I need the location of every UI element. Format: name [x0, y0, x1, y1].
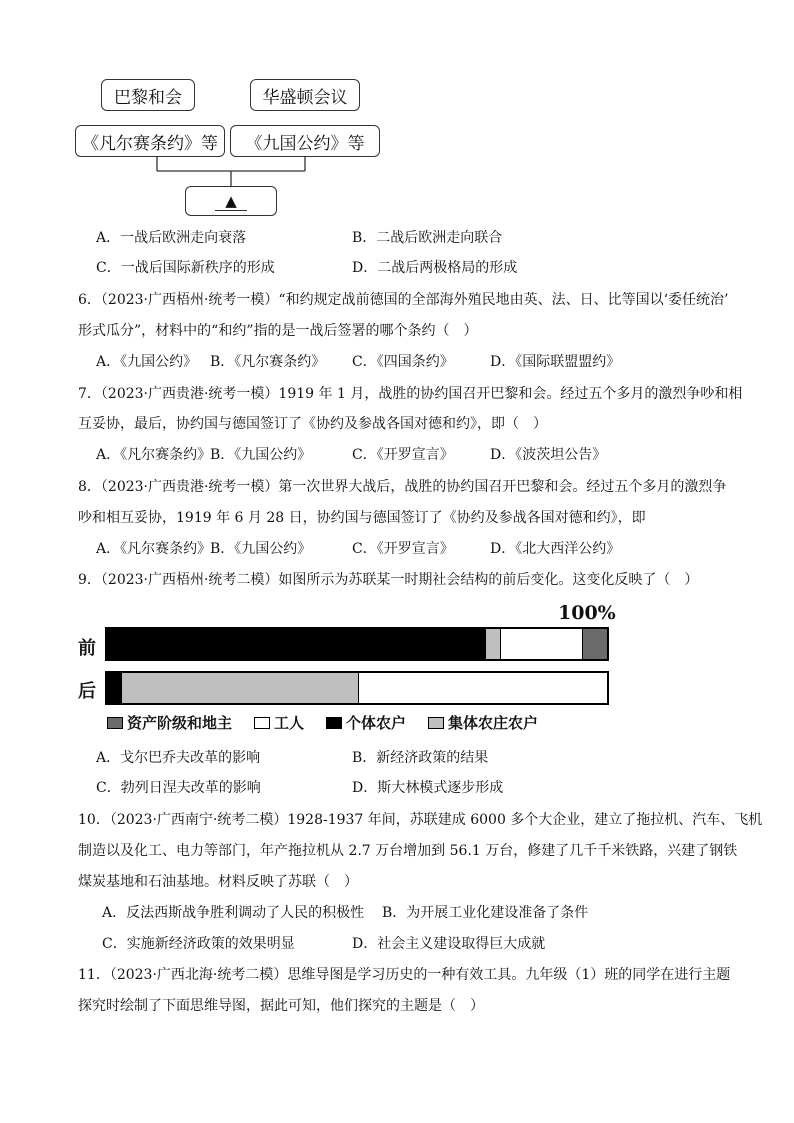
bar-after [105, 671, 609, 705]
q10-stem-line1: 10．（2023·广西南宁·统考二模）1928-1937 年间，苏联建成 6000 多个大企业，建立了拖拉机、汽车、飞机 [78, 812, 763, 828]
q8-option-d[interactable]: D．《北大西洋公约》 [490, 541, 621, 557]
legend-swatch-3 [428, 717, 444, 729]
legend-item-3 [428, 712, 538, 733]
q10-option-c[interactable]: C．实施新经济政策的效果明显 [102, 936, 295, 952]
q11-stem-line1: 11．（2023·广西北海·统考二模）思维导图是学习历史的一种有效工具。九年级（1）班的同学在进行主题 [78, 967, 731, 983]
legend-item-0 [107, 712, 232, 733]
q10-stem-line3: 煤炭基地和石油基地。材料反映了苏联（ ） [78, 874, 358, 890]
diagram-connectors [0, 0, 794, 230]
q8-option-b[interactable]: B．《九国公约》 [210, 541, 312, 557]
q8-option-c[interactable]: C．《开罗宣言》 [352, 541, 454, 557]
q7-stem-line1: 7．（2023·广西贵港·统考一模）1919 年 1 月，战胜的协约国召开巴黎和会。经过五个多月的激烈争吵和相 [78, 386, 743, 402]
q7-option-d[interactable]: D．《波茨坦公告》 [490, 447, 607, 463]
box-versailles-treaty: 《凡尔赛条约》等 [75, 125, 225, 157]
triangle-icon: ▲ [215, 192, 247, 211]
q7-option-a[interactable]: A．《凡尔赛条约》 [96, 447, 212, 463]
q9-option-a[interactable]: A．戈尔巴乔夫改革的影响 [96, 750, 261, 766]
box-washington-conference: 华盛顿会议 [250, 79, 360, 111]
q7-option-b[interactable]: B．《九国公约》 [210, 447, 312, 463]
q7-stem-line2: 互妥协，最后，协约国与德国签订了《协约及参战各国对德和约》，即（ ） [78, 416, 547, 432]
chart-legend [107, 712, 560, 733]
bar-segment-before-3 [582, 629, 607, 659]
bar-segment-after-0 [107, 673, 121, 703]
q10-option-b[interactable]: B．为开展工业化建设准备了条件 [382, 905, 589, 921]
q6-option-a[interactable]: A．《九国公约》 [96, 354, 198, 370]
q8-stem-line2: 吵和相互妥协，1919 年 6 月 28 日，协约国与德国签订了《协约及参战各国对德和约》，即 [78, 510, 646, 526]
bar-segment-after-1 [121, 673, 358, 703]
row-label-before: 前 [78, 638, 96, 659]
q6-option-b[interactable]: B．《凡尔赛条约》 [210, 354, 326, 370]
row-label-after: 后 [78, 681, 96, 702]
q8-stem-line1: 8．（2023·广西贵港·统考一模）第一次世界大战后，战胜的协约国召开巴黎和会。经过五个多月的激烈争 [78, 479, 727, 495]
q9-option-c[interactable]: C．勃列日涅夫改革的影响 [96, 780, 261, 796]
bar-segment-before-0 [107, 629, 485, 659]
bar-segment-before-2 [500, 629, 583, 659]
q6-option-c[interactable]: C．《四国条约》 [352, 354, 454, 370]
legend-swatch-2 [326, 717, 342, 729]
q6-option-d[interactable]: D．《国际联盟盟约》 [490, 354, 621, 370]
legend-swatch-0 [107, 717, 123, 729]
legend-swatch-1 [254, 717, 270, 729]
q10-stem-line2: 制造以及化工、电力等部门，年产拖拉机从 2.7 万台增加到 56.1 万台，修建了几千千米铁路，兴建了钢铁 [78, 843, 738, 859]
legend-label-0: 资产阶级和地主 [127, 714, 233, 732]
legend-label-2: 个体农户 [346, 714, 407, 732]
q6-stem-line2: 形式瓜分”，材料中的“和约”指的是一战后签署的哪个条约（ ） [78, 323, 478, 339]
q5-option-d[interactable]: D．二战后两极格局的形成 [352, 260, 518, 276]
legend-item-1 [254, 712, 304, 733]
q5-option-b[interactable]: B．二战后欧洲走向联合 [352, 230, 503, 246]
legend-label-3: 集体农庄农户 [448, 714, 539, 732]
q9-stem-line1: 9．（2023·广西梧州·统考二模）如图所示为苏联某一时期社会结构的前后变化。这变化反映了（ ） [78, 572, 699, 588]
q9-option-d[interactable]: D．斯大林模式逐步形成 [352, 780, 504, 796]
box-blank-answer [185, 186, 277, 216]
q6-stem-line1: 6．（2023·广西梧州·统考一模）“和约规定战前德国的全部海外殖民地由英、法、日、比等国以‘委任统治’ [78, 292, 729, 308]
q5-option-a[interactable]: A．一战后欧洲走向衰落 [96, 230, 247, 246]
legend-label-1: 工人 [274, 714, 305, 732]
q5-option-c[interactable]: C．一战后国际新秩序的形成 [96, 260, 275, 276]
bar-segment-before-1 [485, 629, 500, 659]
box-paris-conference: 巴黎和会 [101, 79, 195, 111]
q10-option-a[interactable]: A．反法西斯战争胜利调动了人民的积极性 [102, 905, 365, 921]
legend-item-2 [326, 712, 406, 733]
bar-before [105, 627, 609, 661]
bar-segment-after-2 [358, 673, 607, 703]
box-nine-power-treaty: 《九国公约》等 [230, 125, 380, 157]
chart-top-label: 100% [558, 602, 616, 624]
q9-option-b[interactable]: B．新经济政策的结果 [352, 750, 489, 766]
q7-option-c[interactable]: C．《开罗宣言》 [352, 447, 454, 463]
q11-stem-line2: 探究时绘制了下面思维导图，据此可知，他们探究的主题是（ ） [78, 998, 484, 1014]
q8-option-a[interactable]: A．《凡尔赛条约》 [96, 541, 212, 557]
q10-option-d[interactable]: D．社会主义建设取得巨大成就 [352, 936, 546, 952]
